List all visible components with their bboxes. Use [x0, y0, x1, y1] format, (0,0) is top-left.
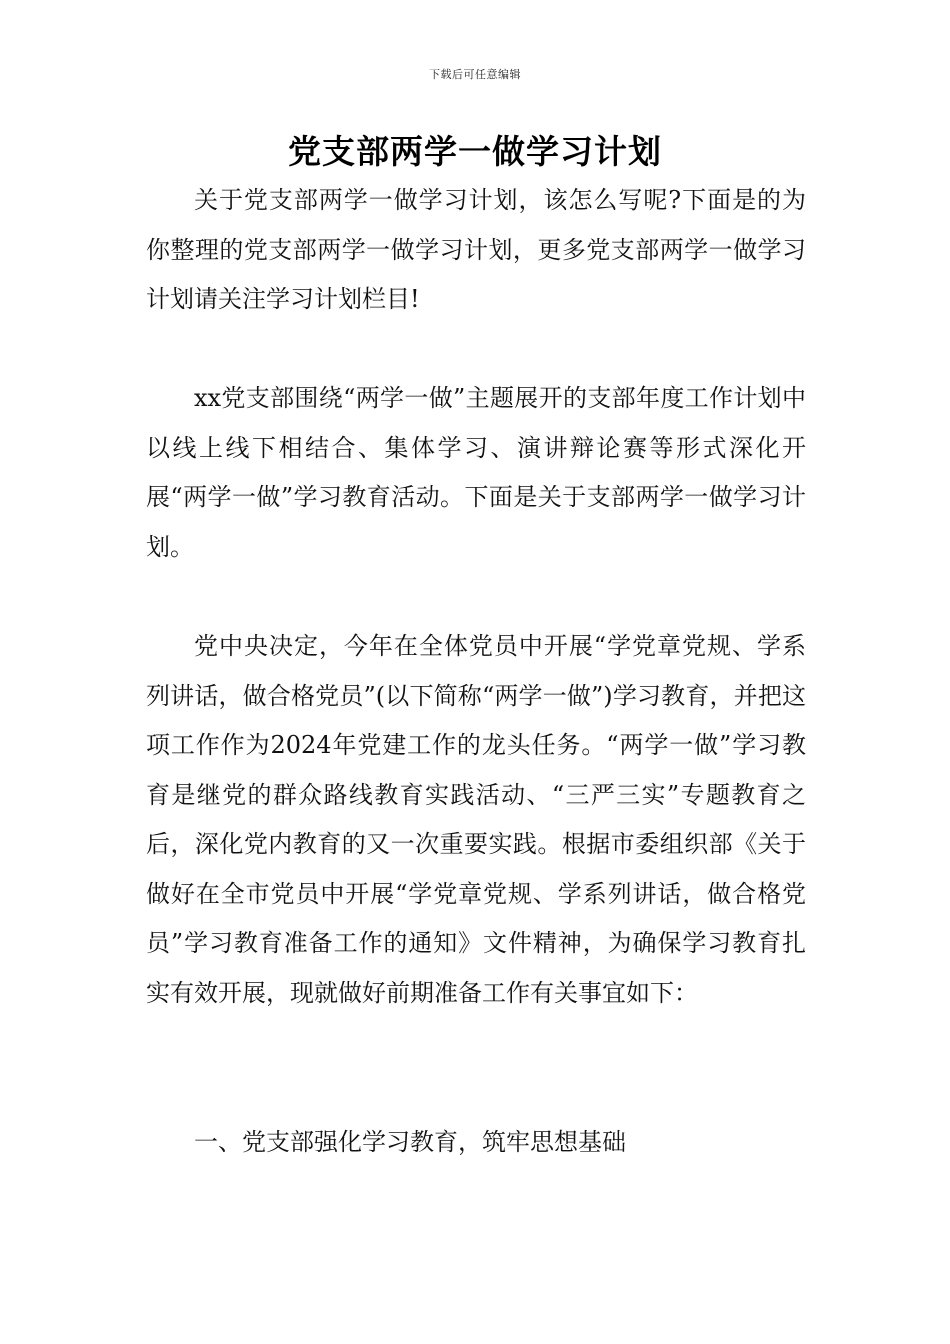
- background-paragraph: 党中央决定，今年在全体党员中开展“学党章党规、学系列讲话，做合格党员”(以下简称“两学一做”)学习教育，并把这项工作作为2024年党建工作的龙头任务。“两学一做”学习教育是继党的群众路线教育实践活动、“三严三实”专题教育之后，深化党内教育的又一次重要实践。根据市委组织部《关于做好在全市党员中开展“学党章党规、学系列讲话，做合格党员”学习教育准备工作的通知》文件精神，为确保学习教育扎实有效开展，现就做好前期准备工作有关事宜如下：: [146, 632, 806, 1007]
- intro-paragraph: 关于党支部两学一做学习计划，该怎么写呢?下面是的为你整理的党支部两学一做学习计划，更多党支部两学一做学习计划请关注学习计划栏目!: [146, 186, 806, 313]
- header-note: 下载后可任意编辑: [429, 68, 521, 81]
- overview-paragraph: xx党支部围绕“两学一做”主题展开的支部年度工作计划中以线上线下相结合、集体学习、演讲辩论赛等形式深化开展“两学一做”学习教育活动。下面是关于支部两学一做学习计划。: [146, 384, 806, 561]
- document-title: 党支部两学一做学习计划: [288, 132, 662, 171]
- section-heading: 一、党支部强化学习教育，筑牢思想基础: [194, 1128, 626, 1156]
